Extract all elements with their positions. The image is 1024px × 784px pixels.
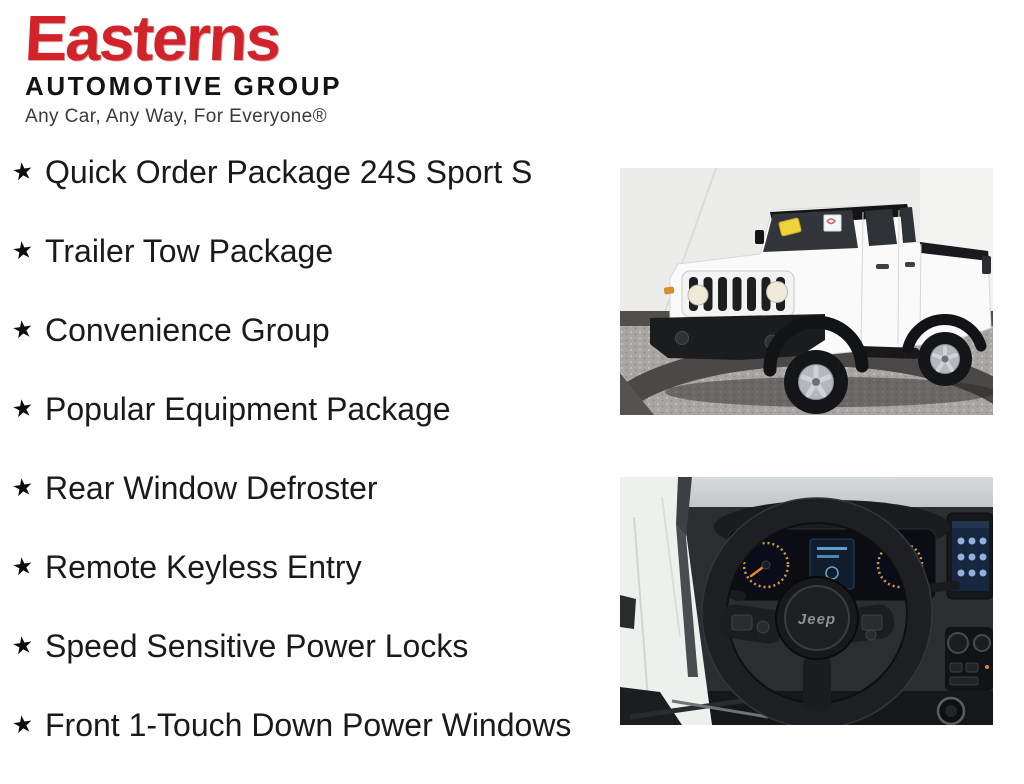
feature-label: Popular Equipment Package xyxy=(45,391,451,427)
windshield xyxy=(763,210,858,252)
feature-label: Convenience Group xyxy=(45,312,330,348)
wheel-brand-logo: Jeep xyxy=(797,611,837,628)
star-bullet-icon: ★ xyxy=(10,710,36,740)
taillight xyxy=(982,256,991,274)
feature-item xyxy=(12,231,571,271)
vehicle-interior-photo xyxy=(620,477,993,725)
feature-item xyxy=(12,547,571,587)
headlight xyxy=(767,282,788,303)
headlight xyxy=(688,285,708,305)
feature-item xyxy=(12,389,571,429)
wheel-buttons-left xyxy=(732,615,752,630)
rear-wheel xyxy=(918,332,972,386)
feature-label: Remote Keyless Entry xyxy=(45,549,362,585)
star-bullet-icon: ★ xyxy=(10,157,36,187)
front-wheel xyxy=(784,350,848,414)
feature-item xyxy=(12,705,571,745)
feature-item xyxy=(12,152,571,192)
feature-label: Rear Window Defroster xyxy=(45,470,378,506)
fog-light xyxy=(676,332,689,345)
star-bullet-icon: ★ xyxy=(10,315,36,345)
star-bullet-icon: ★ xyxy=(10,236,36,266)
star-bullet-icon: ★ xyxy=(10,631,36,661)
logo-subtitle-text: AUTOMOTIVE GROUP xyxy=(25,71,343,101)
wheel-buttons-right xyxy=(862,615,882,630)
feature-label: Trailer Tow Package xyxy=(45,233,334,269)
vehicle-exterior-photo xyxy=(620,168,993,415)
feature-list xyxy=(12,152,571,784)
star-bullet-icon: ★ xyxy=(10,394,36,424)
feature-item xyxy=(12,468,571,508)
logo-brand-text: Easterns xyxy=(23,2,282,74)
feature-item xyxy=(12,626,571,666)
side-mirror xyxy=(755,230,764,244)
logo-tagline-text: Any Car, Any Way, For Everyone® xyxy=(25,106,328,127)
climate-controls xyxy=(945,627,993,691)
dealer-logo xyxy=(23,2,365,128)
star-bullet-icon: ★ xyxy=(10,552,36,582)
feature-label: Quick Order Package 24S Sport S xyxy=(45,154,533,190)
feature-label: Front 1-Touch Down Power Windows xyxy=(45,707,572,743)
star-bullet-icon: ★ xyxy=(10,473,36,503)
feature-item xyxy=(12,310,571,350)
amber-marker-light xyxy=(664,286,675,294)
seven-slot-grille xyxy=(682,271,794,317)
feature-label: Speed Sensitive Power Locks xyxy=(45,628,469,664)
